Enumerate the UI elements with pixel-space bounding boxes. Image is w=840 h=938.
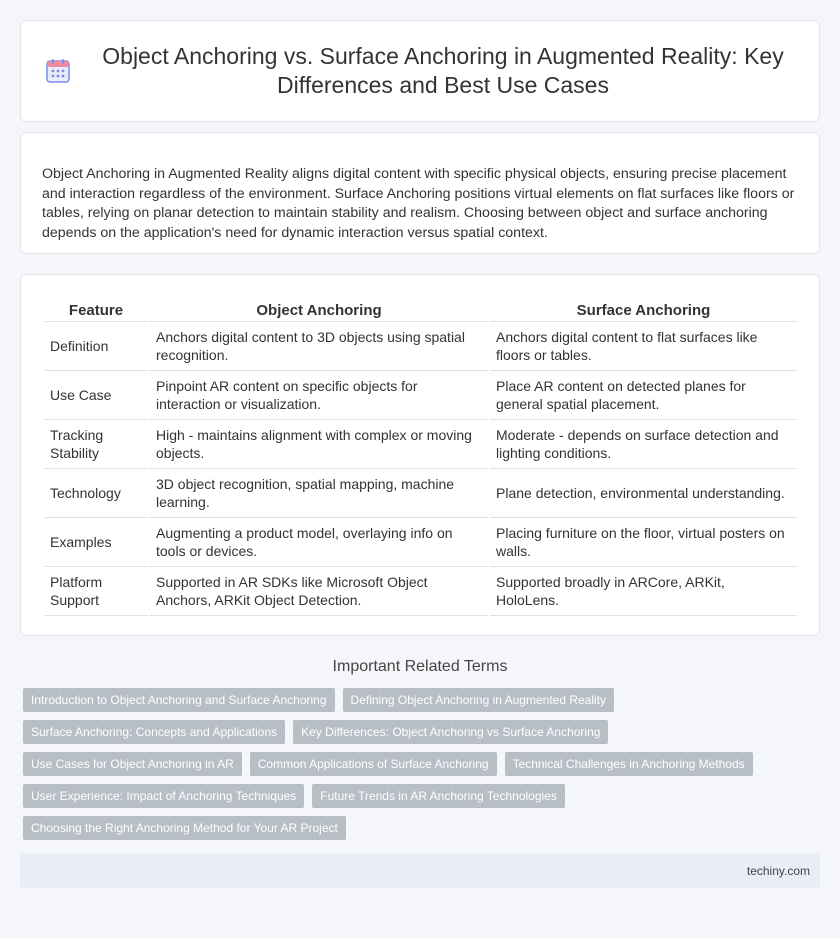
object-cell: Supported in AR SDKs like Microsoft Object Anchors, ARKit Object Detection.	[150, 567, 488, 616]
surface-cell: Placing furniture on the floor, virtual posters on walls.	[490, 518, 797, 567]
related-term-tag[interactable]: Defining Object Anchoring in Augmented Reality	[343, 688, 615, 712]
feature-cell: Platform Support	[44, 567, 148, 616]
surface-cell: Anchors digital content to flat surfaces like floors or tables.	[490, 322, 797, 371]
related-term-tag[interactable]: User Experience: Impact of Anchoring Techniques	[23, 784, 304, 808]
comparison-table	[42, 295, 799, 616]
feature-cell: Technology	[44, 469, 148, 518]
header-object-anchoring: Object Anchoring	[150, 295, 488, 322]
intro-text: Object Anchoring in Augmented Reality aligns digital content with specific physical objects, ensuring precise placement and interaction regardless of the environment. Surface Anchoring positions virtual elements on flat surfaces like floors or tables, relying on planar detection to maintain stability and realism. Choosing between object and surface anchoring depends on the application's need for dynamic interaction versus spatial context.	[42, 166, 795, 241]
surface-cell: Moderate - depends on surface detection and lighting conditions.	[490, 420, 797, 469]
feature-cell: Examples	[44, 518, 148, 567]
footer-site-link[interactable]: techiny.com	[746, 864, 810, 878]
header-surface-anchoring: Surface Anchoring	[490, 295, 797, 322]
surface-cell: Supported broadly in ARCore, ARKit, HoloLens.	[490, 567, 797, 616]
surface-cell: Plane detection, environmental understanding.	[490, 469, 797, 518]
feature-cell: Use Case	[44, 371, 148, 420]
related-term-tag[interactable]: Future Trends in AR Anchoring Technologies	[312, 784, 565, 808]
related-term-tag[interactable]: Introduction to Object Anchoring and Surface Anchoring	[23, 688, 335, 712]
table-row	[44, 371, 797, 420]
comparison-table-card	[20, 274, 820, 636]
related-term-tag[interactable]: Use Cases for Object Anchoring in AR	[23, 752, 242, 776]
table-row	[44, 469, 797, 518]
table-row	[44, 567, 797, 616]
related-term-tag[interactable]: Common Applications of Surface Anchoring	[250, 752, 497, 776]
footer	[20, 854, 820, 888]
object-cell: Anchors digital content to 3D objects using spatial recognition.	[150, 322, 488, 371]
surface-cell: Place AR content on detected planes for general spatial placement.	[490, 371, 797, 420]
feature-cell: Definition	[44, 322, 148, 371]
feature-cell: Tracking Stability	[44, 420, 148, 469]
related-term-tag[interactable]: Choosing the Right Anchoring Method for Your AR Project	[23, 816, 346, 840]
related-term-tag[interactable]: Key Differences: Object Anchoring vs Surface Anchoring	[293, 720, 608, 744]
object-cell: Pinpoint AR content on specific objects for interaction or visualization.	[150, 371, 488, 420]
related-terms-section	[0, 658, 840, 840]
related-term-tag[interactable]: Surface Anchoring: Concepts and Applications	[23, 720, 285, 744]
intro-card	[20, 132, 820, 254]
table-row	[44, 518, 797, 567]
title-card	[20, 20, 820, 122]
related-terms-list	[20, 688, 780, 840]
header-feature: Feature	[44, 295, 148, 322]
calendar-icon	[45, 58, 71, 84]
page-title: Object Anchoring vs. Surface Anchoring in Augmented Reality: Key Differences and Best Use Cases	[102, 43, 784, 98]
table-row	[44, 322, 797, 371]
table-header-row	[44, 295, 797, 322]
object-cell: High - maintains alignment with complex or moving objects.	[150, 420, 488, 469]
object-cell: Augmenting a product model, overlaying info on tools or devices.	[150, 518, 488, 567]
related-terms-heading: Important Related Terms	[332, 658, 508, 675]
related-term-tag[interactable]: Technical Challenges in Anchoring Methods	[505, 752, 753, 776]
object-cell: 3D object recognition, spatial mapping, machine learning.	[150, 469, 488, 518]
table-row	[44, 420, 797, 469]
